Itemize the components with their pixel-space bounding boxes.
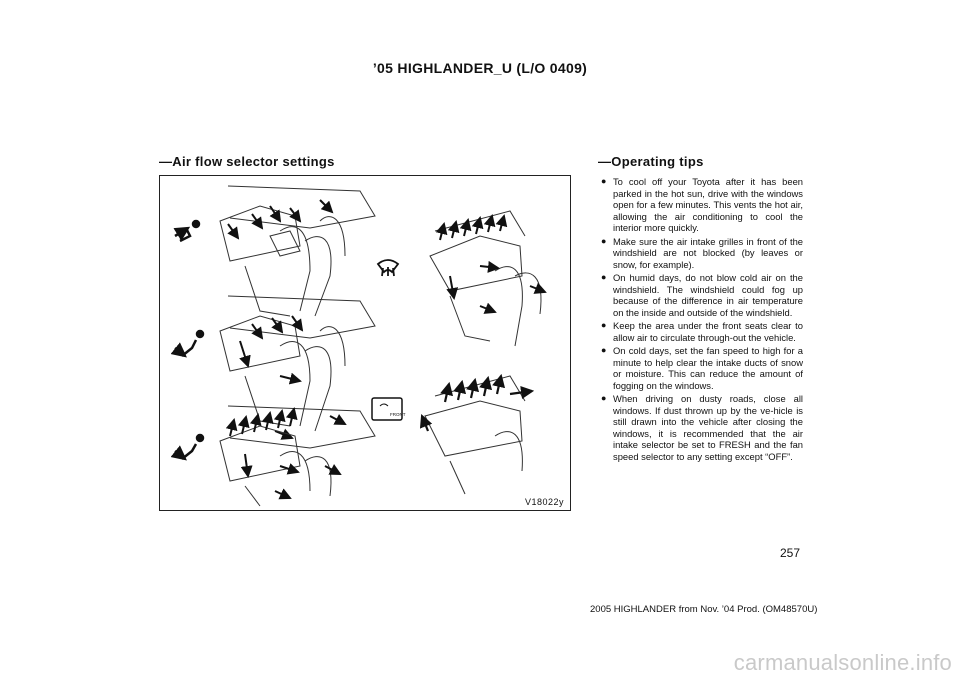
tip-item: ● On cold days, set the fan speed to high for a minute to help clear the intake ducts of snow or moisture. This can reduce the amount of fogging on the windows. xyxy=(601,345,803,391)
page-number: 257 xyxy=(780,546,801,560)
bullet-icon: ● xyxy=(601,393,607,403)
panel-mode-icon xyxy=(175,221,199,241)
bullet-icon: ● xyxy=(601,176,607,186)
tip-item: ● On humid days, do not blow cold air on the windshield. The windshield could fog up because of the difference in air temperature on the inside and outside of the windshield. xyxy=(601,272,803,318)
bullet-icon: ● xyxy=(601,345,607,355)
tip-item: ● When driving on dusty roads, close all windows. If dust thrown up by the ve-hicle is still drawn into the vehicle after closing the windows, it is recommended that the air intake selector be set to FRESH and the fan speed selector to any setting except “OFF”. xyxy=(601,393,803,462)
air-flow-illustration xyxy=(159,175,571,511)
front-button-label: FRONT xyxy=(390,412,406,417)
tip-item: ● Keep the area under the front seats clear to allow air to circulate through-out the vehicle. xyxy=(601,320,803,343)
page-footer: 2005 HIGHLANDER from Nov. ’04 Prod. (OM48570U) xyxy=(590,604,818,615)
watermark: carmanualsonline.info xyxy=(733,650,952,675)
defroster-mode-icon xyxy=(378,260,398,276)
air-flow-drawing xyxy=(160,176,570,510)
operating-tips-list xyxy=(601,176,803,464)
scene-floor-windshield-mode xyxy=(220,406,375,506)
bullet-icon: ● xyxy=(601,320,607,330)
scene-defroster-mode xyxy=(422,376,532,494)
operating-tips-heading: —Operating tips xyxy=(598,154,704,169)
figure-code: V18022y xyxy=(524,497,564,507)
tip-item: ● To cool off your Toyota after it has been parked in the hot sun, drive with the windows open for a few minutes. This vents the hot air, allowing the air conditioning to cool the interior more quickly. xyxy=(601,176,803,233)
floor-windshield-mode-icon xyxy=(175,435,203,459)
bi-level-mode-icon xyxy=(175,331,203,356)
scene-floor-mode xyxy=(430,211,545,346)
page-header-title: ’05 HIGHLANDER_U (L/O 0409) xyxy=(372,60,588,76)
scene-bi-level-mode xyxy=(220,296,375,438)
tip-item: ● Make sure the air intake grilles in front of the windshield are not blocked (by leaves or snow, for example). xyxy=(601,235,803,270)
bullet-icon: ● xyxy=(601,235,607,246)
air-flow-heading: —Air flow selector settings xyxy=(159,154,335,169)
bullet-icon: ● xyxy=(601,272,607,282)
